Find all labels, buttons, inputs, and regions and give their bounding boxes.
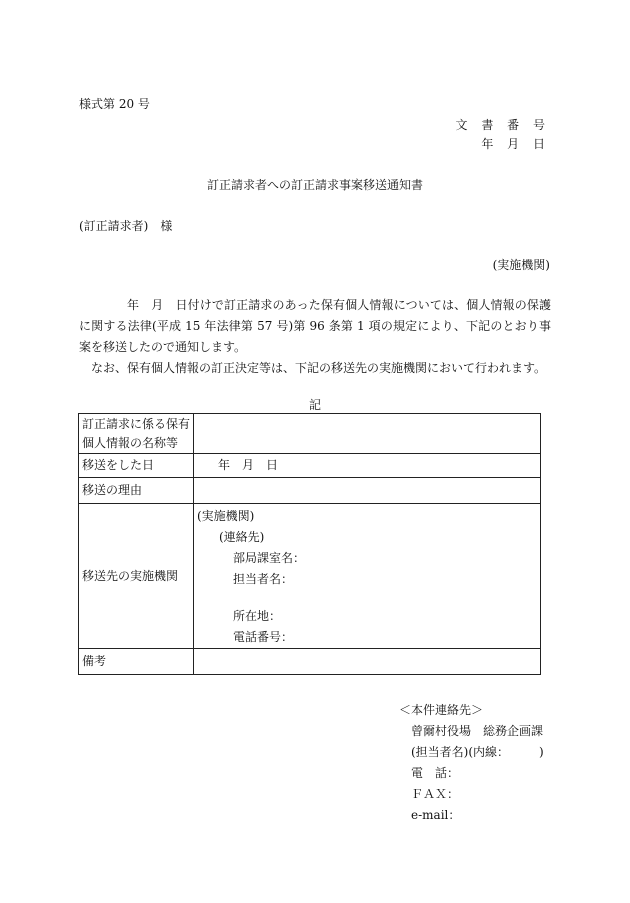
destination-agency-value <box>194 504 541 649</box>
details-table <box>78 413 541 675</box>
transfer-date-value: 年 月 日 <box>194 454 541 478</box>
table-row <box>79 414 541 454</box>
destination-department: 部局課室名： <box>233 551 306 565</box>
document-date-label: 年 月 日 <box>481 137 550 151</box>
destination-agency-label: 移送先の実施機関 <box>79 504 194 649</box>
contact-block <box>399 700 544 826</box>
transfer-reason-label: 移送の理由 <box>79 478 194 504</box>
document-title: 訂正請求者への訂正請求事案移送通知書 <box>206 178 423 192</box>
transfer-date-label: 移送をした日 <box>79 454 194 478</box>
destination-contact: (連絡先) <box>219 530 265 544</box>
info-name-label: 訂正請求に係る保有個人情報の名称等 <box>79 414 194 454</box>
info-name-value <box>194 414 541 454</box>
contact-email: e-mail： <box>411 808 461 822</box>
table-row <box>79 649 541 675</box>
ki-heading: 記 <box>308 398 321 412</box>
table-row <box>79 454 541 478</box>
destination-address: 所在地： <box>233 609 282 623</box>
table-row <box>79 504 541 649</box>
form-number: 様式第 20 号 <box>79 97 150 111</box>
contact-fax: ＦＡＸ： <box>411 787 460 801</box>
remarks-label: 備考 <box>79 649 194 675</box>
contact-tel: 電 話： <box>411 766 460 780</box>
contact-heading: ＜本件連絡先＞ <box>399 703 484 717</box>
destination-agency: (実施機関) <box>197 509 255 523</box>
table-row <box>79 478 541 504</box>
remarks-value <box>194 649 541 675</box>
issuing-agency: (実施機関) <box>492 258 550 272</box>
document-number-label: 文 書 番 号 <box>455 118 550 132</box>
body-paragraph-1: 年 月 日付けで訂正請求のあった保有個人情報については、個人情報の保護に関する法律(平成 15 年法律第 57 号)第 96 条第 1 項の規定により、下記のとおり事案を移送したので通知します。 <box>79 298 551 354</box>
body-text <box>79 295 551 379</box>
transfer-reason-value <box>194 478 541 504</box>
contact-person: (担当者名)(内線： ) <box>411 745 544 759</box>
destination-phone: 電話番号： <box>233 630 294 644</box>
body-paragraph-2: なお、保有個人情報の訂正決定等は、下記の移送先の実施機関において行われます。 <box>91 361 547 375</box>
destination-person: 担当者名： <box>233 572 294 586</box>
contact-office: 曾爾村役場 総務企画課 <box>411 724 544 738</box>
recipient: (訂正請求者) 様 <box>79 219 173 233</box>
